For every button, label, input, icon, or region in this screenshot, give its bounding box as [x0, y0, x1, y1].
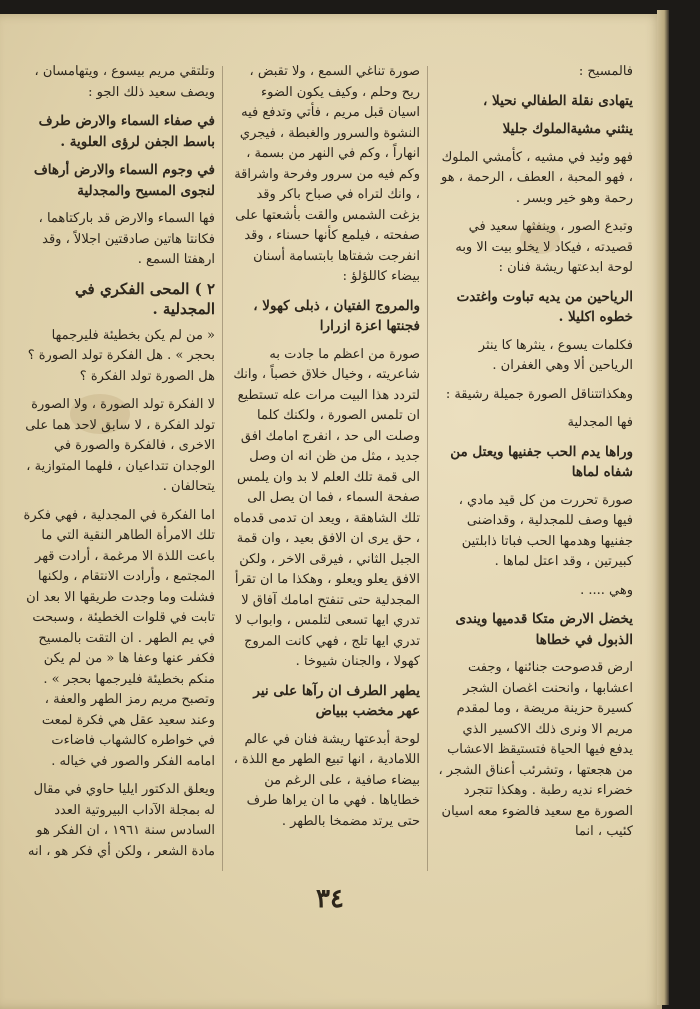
- paragraph: صورة من اعظم ما جادت به شاعريته ، وخيال خلاق خصباً ، وانك لتردد هذا البيت مرات عله تستطيع ان تلمس الصورة ، ولكنك كلما وصلت الى حد ، انفرج امامك افق جديد ، مثل من ظن انه ان وصل الى قمة تلك العلم لا بد وان يلمس صفحة السماء ، فما ان يصل الى تلك الشاهقة ، ويعد ان تدمى قدماه ، حق يرى ان الافق بعيد ، وان قمة الجبل الثاني ، فيرقى الاخر ، ولكن الافق يعلو ويعلو ، وهكذا ما ان تقرأ المجدلية حتى تنفتح امامك آفاق لا تدري ايها تسعى لتلمس ، وابواب لا تدري ايها تلج ، فهي كانت المروج كهولا ، والجنان شيوخا .: [233, 346, 420, 669]
- verse-line: في وجوم السماء والارض أرهاف لنجوى المسيح والمجدلية: [33, 162, 215, 199]
- paragraph: لا الفكرة تولد الصورة ، ولا الصورة تولد الفكرة ، لا سابق لاحد هما على الاخرى ، فالفكرة والصورة في الوجدان تتداعيان ، فلهما المتوازية ، يتحالفان .: [25, 397, 215, 494]
- paragraph: ارض قدصوحت جنائنها ، وجفت اعشابها ، وانحنت اغصان الشجر كسيرة حزينة مريضة ، وما لمقدم مريم الا ونرى ذلك الاكسير الذي يدفع فيها الحياة فتستيقظ الاعشاب من هجعتها ، وتشرئب أعناق الشجر ، خضراء نديه رطبة . وهكذا تتجرد الصورة مع سعيد فالضوء معه اسيان كئيب ، انما: [438, 660, 633, 839]
- paragraph: لوحة أبدعتها ريشة فنان في عالم اللامادية ، انها تبيع الطهر مع اللذة ، بيضاء صافية ، على الرغم من خطاياها . فهي ما ان يراها طرف حتى يرتد مضمخا بالطهر .: [233, 731, 420, 829]
- paragraph: « من لم يكن بخطيئة فليرجمها بحجر » . هل الفكرة تولد الصورة ؟ هل الصورة تولد الفكرة ؟: [27, 327, 215, 384]
- verse-line: الرياحين من يديه تباوت واغتدت خطوه اكليلا .: [456, 288, 633, 325]
- verse-line: يطهر الطرف ان رآها على نير عهر مخضب ببياض: [253, 682, 420, 719]
- page-edge: [657, 10, 669, 1005]
- right-column: [435, 62, 633, 851]
- paragraph: وتلتقي مريم بيسوع ، ويتهامسان ، ويصف سعيد ذلك الجو :: [34, 64, 215, 100]
- paragraph: وهكذاتتناقل الصورة جميلة رشيقة :: [445, 386, 633, 402]
- page-number: ٣٤: [316, 884, 344, 914]
- paragraph: فكلمات يسوع ، ينثرها كا ينثر الرياحين ألا وهي الغفران .: [478, 337, 633, 373]
- paragraph: ويعلق الدكتور ايليا حاوي في مقال له بمجلة الآداب البيروتية العدد السادس سنة ١٩٦١ ، ان الفكر هو مادة الشعر ، ولكن أي فكر هو ، انه: [27, 782, 215, 859]
- paragraph: وهي .... .: [580, 582, 633, 598]
- paragraph: فالمسيح :: [578, 64, 633, 79]
- verse-line: ينثني مشيةالملوك جليلا: [502, 121, 633, 137]
- verse-line: يتهادى نقلة الطفالي نحيلا ،: [482, 92, 633, 109]
- paragraph: وتبدع الصور ، وينفثها سعيد في قصيدته ، فيكاد لا يخلو بيت الا وبه لوحة ابدعتها ريشة فنان :: [455, 219, 633, 275]
- verse-line: في صفاء السماء والارض طرف باسط الجفن لرؤى العلوية .: [38, 113, 215, 150]
- middle-column: [230, 62, 420, 840]
- verse-line: والمروج الفتيان ، ذبلى كهولا ، فجنتها اعزة ازرارا: [253, 297, 420, 334]
- section-heading: ٢ ) المحى الفكري في المجدلية .: [75, 279, 215, 318]
- left-column: [22, 62, 215, 870]
- verse-line: يخضل الارض متكا قدميها ويندى الذبول في خطاها: [455, 611, 633, 648]
- paragraph: فها المجدلية: [567, 415, 633, 430]
- paragraph: صورة تحررت من كل قيد مادي ، فيها وصف للمجدلية ، وقداضنى جفنيها وهدمها الحب فباتا ذابلتين كبيرتين ، وقد اعتل لماها .: [458, 492, 633, 569]
- paragraph: اما الفكرة في المجدلية ، فهي فكرة تلك الامرأة الطاهر النقية التي ما باعت اللذة الا مرغمة ، أرادت قهر المجتمع ، وأرادت الانتقام ، ولكنها فشلت وما وجدت طريقها الا بعد ان تابت في قلوات الخطيئة ، وسبحت في يم الطهر . ان التقت بالمسيح فكفر عنها وعفا ها « من لم يكن منكم بخطيئة فليرجمها بحجر » . وتصبح مريم رمز الطهر والعفة ، وعند سعيد عقل هي فكرة لمعت في خواطره كالشهاب فاضاءت امامه الفكر والصور في خياله .: [23, 507, 215, 769]
- column-rule: [427, 66, 428, 871]
- verse-line: وراها يدم الحب جفنيها ويعتل من شفاه لماها: [450, 443, 633, 480]
- paragraph: فها السماء والارض قد باركتاهما ، فكانتا هاتين صادقتين اجلالاً ، وقد ارهفتا السمع .: [38, 211, 215, 267]
- book-page: [0, 14, 662, 1009]
- paragraph: فهو وئيد في مشيه ، كأمشي الملوك ، فهو المحبة ، العطف ، الرحمة ، هو رحمة وهو خير وبسر .: [441, 149, 633, 206]
- paragraph: صورة تناغي السمع ، ولا تقبض ، ريح وحلم ، وكيف يكون الضوء اسيان قبل مريم ، فأتي وتدفع فيه النشوة والسرور والغبطة ، فيجري انهاراً ، وكم في النهر من بسمة ، وكم فيه من سرور وفرحة واشراقة ، وانك لتراه في صباح باكر وقد بزغت الشمس والقت بأشعتها على صفحته ، فيلمع كأنها حسناء ، وقد انفرجت شفتاها بابتسامة أسنان بيضاء كاللؤلؤ :: [234, 64, 420, 284]
- column-rule: [222, 66, 223, 871]
